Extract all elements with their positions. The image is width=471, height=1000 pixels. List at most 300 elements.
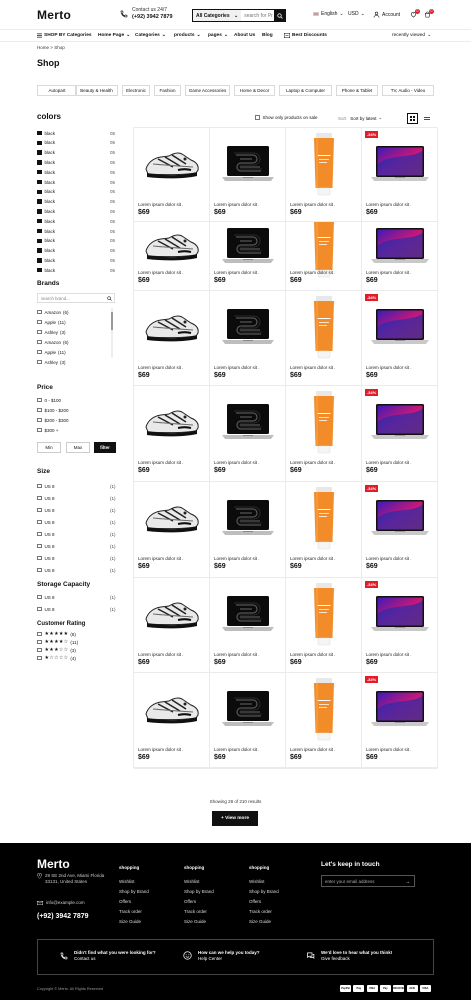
product-card[interactable]: [362, 222, 438, 291]
product-image[interactable]: [134, 128, 210, 200]
product-name[interactable]: Lorem ipsum dolor sit .: [138, 365, 184, 370]
product-card[interactable]: [362, 128, 438, 222]
color-swatch: [37, 150, 42, 155]
checkbox[interactable]: [37, 484, 42, 489]
storage-heading: Storage Capacity: [37, 581, 91, 588]
rating-option[interactable]: [37, 638, 78, 646]
rating-option[interactable]: [37, 646, 76, 654]
only-sale-label: Show only products on sale: [262, 115, 318, 120]
product-price: $69: [366, 659, 378, 666]
color-option[interactable]: [37, 168, 115, 176]
product-card[interactable]: [134, 386, 210, 482]
product-card[interactable]: [210, 482, 286, 578]
product-card[interactable]: [210, 386, 286, 482]
product-image[interactable]: [286, 128, 362, 200]
product-name[interactable]: Lorem ipsum dolor sit .: [290, 556, 336, 561]
only-sale-toggle[interactable]: [255, 115, 318, 120]
checkbox[interactable]: [37, 418, 42, 423]
sort-select[interactable]: [338, 115, 382, 121]
product-price: $69: [138, 209, 150, 216]
color-option[interactable]: [37, 237, 115, 245]
checkbox[interactable]: [37, 508, 42, 513]
footer-column-title: shopping: [184, 865, 205, 870]
category-chip[interactable]: Laptop & Computer: [279, 85, 332, 96]
footer-link[interactable]: Offers: [119, 899, 132, 904]
brand-option[interactable]: [37, 328, 66, 336]
nav-blog[interactable]: [262, 33, 273, 38]
color-option[interactable]: [37, 149, 115, 157]
checkbox[interactable]: [37, 360, 42, 365]
product-card[interactable]: [134, 222, 210, 291]
price-option[interactable]: [37, 396, 115, 404]
product-name[interactable]: Lorem ipsum dolor sit .: [366, 270, 412, 275]
size-count: (1): [110, 507, 116, 513]
product-price: $69: [366, 277, 378, 284]
checkbox[interactable]: [37, 607, 42, 612]
footer-link[interactable]: Shop by Brand: [184, 889, 214, 894]
color-swatch: [37, 131, 42, 136]
help-link[interactable]: Give feedback: [321, 956, 350, 961]
nav-label: Categories: [135, 33, 160, 38]
product-card[interactable]: [362, 386, 438, 482]
storage-option[interactable]: [37, 593, 115, 601]
payment-method-icon: DISCOVER: [391, 987, 406, 990]
product-card[interactable]: [134, 128, 210, 222]
size-label: US 8: [44, 495, 55, 501]
checkbox[interactable]: [37, 320, 42, 325]
list-view-button[interactable]: [421, 113, 432, 124]
size-count: (1): [110, 555, 116, 561]
color-swatch: [37, 258, 42, 263]
checkbox[interactable]: [37, 640, 42, 645]
checkbox[interactable]: [37, 632, 42, 637]
checkbox[interactable]: [37, 556, 42, 561]
brand-label: Amazon: [44, 339, 62, 345]
account-label: Account: [382, 11, 401, 18]
nav-about-us[interactable]: [234, 33, 255, 38]
product-image[interactable]: [286, 222, 362, 270]
payment-method-icon: Pay: [380, 985, 391, 992]
product-card[interactable]: [362, 578, 438, 673]
product-name[interactable]: Lorem ipsum dolor sit .: [138, 460, 184, 465]
footer-link[interactable]: Size Guide: [249, 919, 272, 924]
product-image[interactable]: [134, 482, 210, 554]
product-price: $69: [214, 209, 226, 216]
product-card[interactable]: [286, 578, 362, 673]
product-name[interactable]: Lorem ipsum dolor sit .: [214, 365, 260, 370]
brand-label: Apple: [44, 349, 57, 355]
category-chip[interactable]: Electronic: [122, 85, 150, 96]
wishlist-count: 0: [416, 9, 419, 13]
product-card[interactable]: [210, 222, 286, 291]
brand-search-input[interactable]: [37, 293, 115, 303]
product-image[interactable]: [362, 482, 438, 554]
size-count: (1): [110, 483, 116, 489]
size-option[interactable]: [37, 566, 115, 574]
footer-link[interactable]: Size Guide: [119, 919, 142, 924]
newsletter-input[interactable]: [321, 875, 415, 887]
product-image[interactable]: [286, 482, 362, 554]
checkbox[interactable]: [37, 595, 42, 600]
color-option[interactable]: [37, 188, 115, 196]
footer-phone[interactable]: (+92) 3942 7879: [37, 913, 89, 920]
language-select[interactable]: [313, 11, 344, 17]
product-image[interactable]: [134, 578, 210, 650]
color-label: black: [44, 130, 56, 136]
footer-logo[interactable]: Merto: [37, 857, 70, 871]
checkbox[interactable]: [255, 115, 260, 120]
color-label: black: [44, 228, 56, 234]
storage-option[interactable]: [37, 605, 115, 613]
grid-icon: [410, 116, 415, 121]
brand-count: (3): [60, 329, 66, 335]
category-chip[interactable]: Game Accessories: [185, 85, 230, 96]
nav-pages[interactable]: [208, 33, 228, 38]
product-name[interactable]: Lorem ipsum dolor sit .: [366, 202, 412, 207]
rating-option[interactable]: [37, 654, 76, 662]
help-center[interactable]: [183, 950, 260, 961]
product-card[interactable]: [134, 482, 210, 578]
product-card[interactable]: [362, 673, 438, 769]
product-name[interactable]: Lorem ipsum dolor sit .: [366, 365, 412, 370]
brand-option[interactable]: [37, 318, 66, 326]
product-card[interactable]: [286, 386, 362, 482]
rating-stars: ★★★☆☆: [44, 647, 69, 653]
help-link[interactable]: Help Center: [198, 956, 223, 961]
product-image[interactable]: [286, 578, 362, 650]
color-count: 05: [109, 257, 115, 263]
us-flag-icon: [313, 12, 319, 16]
color-option[interactable]: [37, 247, 115, 255]
category-chip[interactable]: Phone & Tablet: [336, 85, 378, 96]
price-option[interactable]: [37, 426, 115, 434]
storage-count: (1): [110, 594, 116, 600]
sale-badge: -34%: [366, 132, 377, 137]
footer-link[interactable]: Size Guide: [184, 919, 207, 924]
color-option[interactable]: [37, 129, 115, 137]
footer-email[interactable]: [37, 900, 85, 905]
color-option[interactable]: [37, 207, 115, 215]
footer-column: [119, 865, 149, 929]
product-card[interactable]: [286, 673, 362, 769]
product-image[interactable]: [210, 578, 286, 650]
brand-option[interactable]: [37, 338, 69, 346]
product-image[interactable]: [210, 128, 286, 200]
footer-link[interactable]: Offers: [184, 899, 197, 904]
help-link[interactable]: Contact us: [74, 956, 96, 961]
product-image[interactable]: [210, 482, 286, 554]
shop-by-label: SHOP BY Categories: [44, 33, 92, 38]
product-image[interactable]: [362, 222, 438, 270]
product-name[interactable]: Lorem ipsum dolor sit .: [366, 652, 412, 657]
color-option[interactable]: [37, 139, 115, 147]
checkbox[interactable]: [37, 532, 42, 537]
product-image[interactable]: [286, 386, 362, 458]
color-label: black: [44, 267, 56, 273]
product-price: $69: [366, 563, 378, 570]
color-swatch: [37, 268, 42, 273]
list-icon: [424, 116, 430, 121]
product-image[interactable]: [134, 673, 210, 745]
nav-products[interactable]: [174, 33, 201, 38]
size-count: (1): [110, 495, 116, 501]
help-title: How can we help you today?: [198, 950, 260, 955]
checkbox[interactable]: [37, 408, 42, 413]
size-option[interactable]: [37, 554, 115, 562]
product-price: $69: [214, 277, 226, 284]
search-input[interactable]: [241, 13, 274, 19]
color-swatch: [37, 209, 42, 214]
footer-link[interactable]: Track order: [249, 909, 272, 914]
product-name[interactable]: Lorem ipsum dolor sit .: [290, 460, 336, 465]
price-option[interactable]: [37, 406, 115, 414]
product-image[interactable]: [134, 386, 210, 458]
checkbox[interactable]: [37, 310, 42, 315]
checkbox[interactable]: [37, 648, 42, 653]
breadcrumb-home[interactable]: Home: [37, 45, 50, 50]
nav-home-page[interactable]: [98, 33, 130, 38]
checkbox[interactable]: [37, 568, 42, 573]
color-count: 05: [109, 189, 115, 195]
search-icon: [107, 296, 112, 301]
color-swatch: [37, 229, 42, 234]
size-option[interactable]: [37, 518, 115, 526]
category-chip[interactable]: TV, Audio - Video: [382, 85, 434, 96]
product-card[interactable]: [286, 222, 362, 291]
checkbox[interactable]: [37, 398, 42, 403]
checkbox[interactable]: [37, 656, 42, 661]
product-card[interactable]: [210, 291, 286, 386]
account-link[interactable]: [373, 11, 400, 18]
category-chip[interactable]: Autopart: [37, 85, 77, 96]
product-card[interactable]: [210, 128, 286, 222]
product-name[interactable]: Lorem ipsum dolor sit .: [138, 202, 184, 207]
search-button[interactable]: [274, 10, 285, 21]
product-name[interactable]: Lorem ipsum dolor sit .: [138, 270, 184, 275]
product-price: $69: [290, 209, 302, 216]
product-image[interactable]: [210, 673, 286, 745]
wishlist-button[interactable]: [410, 11, 417, 18]
contact-phone[interactable]: (+92) 3942 7879: [132, 14, 173, 20]
product-name[interactable]: Lorem ipsum dolor sit .: [290, 365, 336, 370]
size-option[interactable]: [37, 542, 115, 550]
product-image[interactable]: [362, 673, 438, 745]
rating-count: (4): [70, 655, 76, 661]
arrow-right-icon[interactable]: →: [405, 878, 411, 884]
footer-link[interactable]: Wishlist: [249, 879, 265, 884]
footer-column-title: shopping: [249, 865, 270, 870]
product-price: $69: [214, 372, 226, 379]
logo[interactable]: Merto: [37, 8, 72, 22]
price-option[interactable]: [37, 416, 115, 424]
color-count: 05: [109, 159, 115, 165]
product-card[interactable]: [134, 673, 210, 769]
nav-label: products: [174, 33, 195, 38]
product-image[interactable]: [210, 222, 286, 270]
product-image[interactable]: [134, 291, 210, 363]
product-image[interactable]: [286, 673, 362, 745]
checkbox[interactable]: [37, 544, 42, 549]
product-card[interactable]: [286, 128, 362, 222]
brand-option[interactable]: [37, 358, 66, 366]
product-image[interactable]: [362, 291, 438, 363]
footer-link[interactable]: Offers: [249, 899, 262, 904]
product-name[interactable]: Lorem ipsum dolor sit .: [214, 202, 260, 207]
chevron-down-icon: ⌄: [234, 12, 239, 19]
color-count: 05: [109, 130, 115, 136]
menu-icon: [37, 33, 42, 38]
product-card[interactable]: [210, 578, 286, 673]
product-name[interactable]: Lorem ipsum dolor sit .: [366, 460, 412, 465]
best-discounts-label: Best Discounts: [292, 33, 327, 38]
product-name[interactable]: Lorem ipsum dolor sit .: [290, 202, 336, 207]
product-name[interactable]: Lorem ipsum dolor sit .: [214, 652, 260, 657]
product-name[interactable]: Lorem ipsum dolor sit .: [138, 556, 184, 561]
product-card[interactable]: [210, 673, 286, 769]
footer-link[interactable]: Wishlist: [119, 879, 135, 884]
category-chip[interactable]: Beauty & Health: [75, 85, 118, 96]
product-name[interactable]: Lorem ipsum dolor sit .: [366, 556, 412, 561]
color-option[interactable]: [37, 217, 115, 225]
product-image[interactable]: [362, 578, 438, 650]
min-price-input[interactable]: [37, 442, 61, 453]
size-option[interactable]: [37, 530, 115, 538]
currency-select[interactable]: [348, 11, 365, 17]
color-count: 05: [109, 238, 115, 244]
category-chip[interactable]: Fashion: [154, 85, 181, 96]
help-title: Didn't find what you were looking for?: [74, 950, 156, 955]
product-price: $69: [138, 277, 150, 284]
cart-button[interactable]: [424, 11, 431, 18]
rating-stars: ★★★★☆: [44, 639, 69, 645]
product-image[interactable]: [210, 291, 286, 363]
brand-label: Apple: [44, 319, 57, 325]
rating-option[interactable]: [37, 630, 76, 638]
product-name[interactable]: Lorem ipsum dolor sit .: [366, 747, 412, 752]
color-option[interactable]: [37, 227, 115, 235]
product-image[interactable]: [362, 128, 438, 200]
product-name[interactable]: Lorem ipsum dolor sit .: [138, 747, 184, 752]
checkbox[interactable]: [37, 496, 42, 501]
contact-label: Contact us 24/7: [132, 7, 168, 13]
product-price: $69: [138, 659, 150, 666]
color-label: black: [44, 248, 56, 254]
size-option[interactable]: [37, 506, 115, 514]
storage-label: US 8: [44, 606, 55, 612]
color-swatch: [37, 170, 42, 175]
checkbox[interactable]: [37, 340, 42, 345]
mail-icon: [37, 901, 43, 905]
help-feedback[interactable]: [306, 950, 392, 961]
phone-icon: [120, 10, 128, 18]
shop-by-categories-button[interactable]: [37, 33, 92, 38]
product-grid: [133, 127, 438, 768]
color-option[interactable]: [37, 158, 115, 166]
product-card[interactable]: [362, 291, 438, 386]
nav-label: Home Page: [98, 33, 125, 38]
search-category-select[interactable]: [193, 10, 241, 21]
recently-viewed-dropdown[interactable]: [392, 33, 431, 38]
product-price: $69: [290, 467, 302, 474]
nav-categories[interactable]: [135, 33, 166, 38]
checkbox[interactable]: [37, 428, 42, 433]
product-image[interactable]: [286, 291, 362, 363]
color-swatch: [37, 199, 42, 204]
main-nav: [0, 30, 471, 42]
product-image[interactable]: [362, 386, 438, 458]
grid-view-button[interactable]: [407, 113, 418, 124]
sale-badge: -34%: [366, 677, 377, 682]
color-option[interactable]: [37, 178, 115, 186]
copyright: Copyright © Merto. All Rights Reserved: [37, 987, 104, 991]
product-image[interactable]: [210, 386, 286, 458]
color-label: black: [44, 238, 56, 244]
phone-icon: [60, 952, 68, 960]
product-name[interactable]: Lorem ipsum dolor sit .: [214, 460, 260, 465]
help-contact[interactable]: [60, 950, 156, 961]
product-card[interactable]: [134, 578, 210, 673]
brand-label: Ashley: [44, 359, 59, 365]
color-option[interactable]: [37, 198, 115, 206]
footer-link[interactable]: Shop by Brand: [119, 889, 149, 894]
price-label: 0 - $100: [44, 397, 62, 403]
max-price-input[interactable]: [66, 442, 90, 453]
color-count: 05: [109, 199, 115, 205]
product-name[interactable]: Lorem ipsum dolor sit .: [138, 652, 184, 657]
footer-link[interactable]: Shop by Brand: [249, 889, 279, 894]
product-name[interactable]: Lorem ipsum dolor sit .: [214, 270, 260, 275]
checkbox[interactable]: [37, 350, 42, 355]
color-swatch: [37, 239, 42, 244]
best-discounts-link[interactable]: [284, 33, 327, 38]
product-name[interactable]: Lorem ipsum dolor sit .: [290, 747, 336, 752]
color-option[interactable]: [37, 266, 115, 274]
brand-count: (11): [58, 349, 66, 355]
filter-button[interactable]: filter: [94, 442, 116, 453]
product-card[interactable]: [286, 291, 362, 386]
product-image[interactable]: [134, 222, 210, 270]
category-chip[interactable]: Home & Decor: [234, 85, 275, 96]
size-option[interactable]: [37, 482, 115, 490]
chat-icon: [306, 951, 315, 960]
product-card[interactable]: [286, 482, 362, 578]
checkbox[interactable]: [37, 520, 42, 525]
product-name[interactable]: Lorem ipsum dolor sit .: [214, 556, 260, 561]
footer-column-title: shopping: [119, 865, 140, 870]
footer-link[interactable]: Track order: [184, 909, 207, 914]
brands-scrollbar[interactable]: [111, 308, 113, 358]
size-count: (1): [110, 567, 116, 573]
product-card[interactable]: [134, 291, 210, 386]
product-name[interactable]: Lorem ipsum dolor sit .: [214, 747, 260, 752]
product-name[interactable]: Lorem ipsum dolor sit .: [290, 652, 336, 657]
product-card[interactable]: [362, 482, 438, 578]
product-name[interactable]: Lorem ipsum dolor sit .: [290, 270, 336, 275]
footer-link[interactable]: Track order: [119, 909, 142, 914]
brand-option[interactable]: [37, 348, 66, 356]
view-more-button[interactable]: + View more: [212, 811, 258, 826]
brand-search-placeholder: search brand...: [41, 295, 70, 301]
brand-option[interactable]: [37, 308, 69, 316]
size-label: US 8: [44, 543, 55, 549]
color-option[interactable]: [37, 256, 115, 264]
footer-column: [249, 865, 279, 929]
size-option[interactable]: [37, 494, 115, 502]
smile-icon: [183, 951, 192, 960]
footer-link[interactable]: Wishlist: [184, 879, 200, 884]
checkbox[interactable]: [37, 330, 42, 335]
footer-address: [37, 873, 105, 885]
